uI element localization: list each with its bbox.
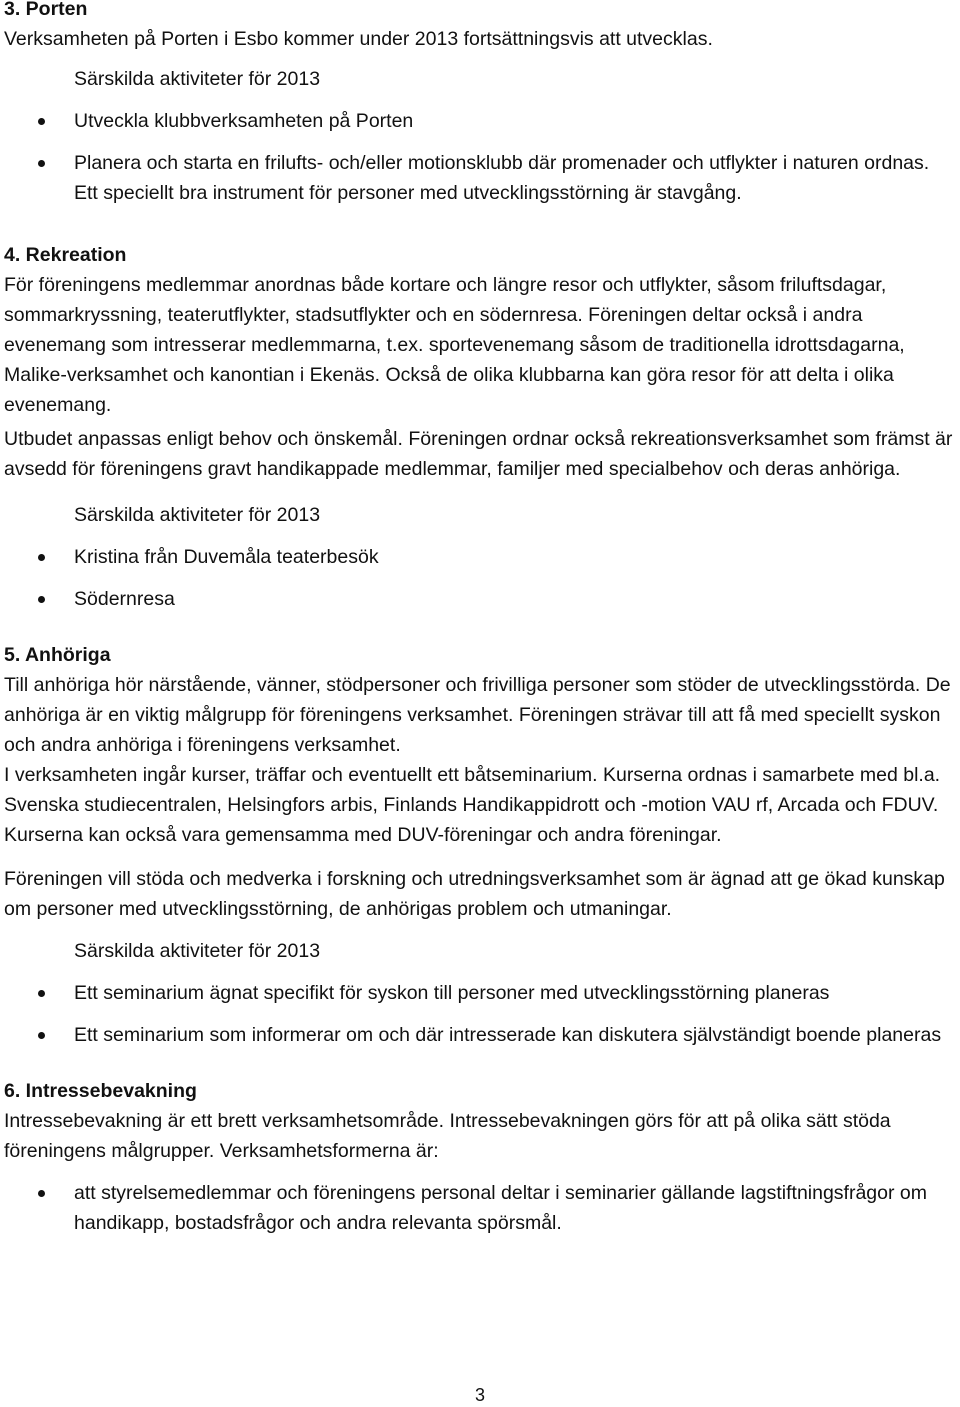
bullet-icon: [38, 1032, 45, 1039]
activities-heading: Särskilda aktiviteter för 2013: [74, 504, 321, 526]
section-paragraph: Utbudet anpassas enligt behov och önskemål. Föreningen ordnar också rekreationsverksamhet som främst är avsedd för föreningens gravt handikappade medlemmar, familjer med specialbehov och deras anhöriga.: [4, 428, 953, 480]
section-paragraph: Föreningen vill stöda och medverka i forskning och utredningsverksamhet som är ägnad att ge ökad kunskap om personer med utvecklingsstörning, de anhörigas problem och utmaningar.: [4, 868, 945, 920]
list-item: [4, 584, 956, 614]
list-item-text: Ett seminarium som informerar om och där intresserade kan diskutera självständigt boende planeras: [74, 1024, 942, 1046]
list-item-text: Utveckla klubbverksamheten på Porten: [74, 110, 414, 132]
section-intro: Verksamheten på Porten i Esbo kommer under 2013 fortsättningsvis att utvecklas.: [4, 28, 713, 50]
section-porten: [4, 0, 956, 208]
activities-list: [4, 1178, 956, 1238]
section-heading: 6. Intressebevakning: [4, 1080, 197, 1102]
section-paragraph: I verksamheten ingår kurser, träffar och eventuellt ett båtseminarium. Kurserna ordnas i samarbete med bl.a. Svenska studiecentralen, Helsingfors arbis, Finlands Handikappidrott och -motion VAU rf, Arcada och FDUV. Kurserna kan också vara gemensamma med DUV-föreningar och andra föreningar.: [4, 764, 941, 846]
activities-list: [4, 978, 956, 1050]
list-item-text: Södernresa: [74, 588, 175, 610]
list-item: [4, 978, 956, 1008]
list-item: [4, 1178, 956, 1238]
list-item: [4, 106, 956, 136]
activities-list: [4, 542, 956, 614]
list-item: [4, 148, 956, 208]
section-paragraph: Till anhöriga hör närstående, vänner, stödpersoner och frivilliga personer som stöder de utvecklingsstörda. De anhöriga är en viktig målgrupp för föreningens verksamhet. Föreningen strävar till att få med speciellt syskon och andra anhöriga i föreningens verksamhet.: [4, 674, 951, 756]
bullet-icon: [38, 160, 45, 167]
section-heading: 4. Rekreation: [4, 244, 127, 266]
page-number: 3: [474, 1385, 485, 1405]
bullet-icon: [38, 118, 45, 125]
section-paragraph: Intressebevakning är ett brett verksamhetsområde. Intressebevakningen görs för att på olika sätt stöda föreningens målgrupper. Verksamhetsformerna är:: [4, 1110, 891, 1162]
section-intressebevakning: [4, 1076, 956, 1238]
list-item: [4, 542, 956, 572]
document-page: [4, 0, 956, 1238]
list-item-text: Ett seminarium ägnat specifikt för syskon till personer med utvecklingsstörning planeras: [74, 982, 830, 1004]
list-item-text: att styrelsemedlemmar och föreningens personal deltar i seminarier gällande lagstiftningsfrågor om handikapp, bostadsfrågor och andra relevanta spörsmål.: [74, 1182, 928, 1234]
bullet-icon: [38, 1190, 45, 1197]
activities-heading: Särskilda aktiviteter för 2013: [74, 68, 321, 90]
activities-list: [4, 106, 956, 208]
bullet-icon: [38, 990, 45, 997]
activities-heading: Särskilda aktiviteter för 2013: [74, 940, 321, 962]
section-anhoriga: [4, 640, 956, 1050]
list-item-text: Planera och starta en frilufts- och/eller motionsklubb där promenader och utflykter i naturen ordnas. Ett speciellt bra instrument för personer med utvecklingsstörning är stavgång.: [74, 152, 930, 204]
section-heading: 5. Anhöriga: [4, 644, 111, 666]
bullet-icon: [38, 554, 45, 561]
list-item: [4, 1020, 956, 1050]
section-heading: 3. Porten: [4, 0, 88, 20]
bullet-icon: [38, 596, 45, 603]
section-rekreation: [4, 240, 956, 614]
section-paragraph: För föreningens medlemmar anordnas både kortare och längre resor och utflykter, såsom friluftsdagar, sommarkryssning, teaterutflykter, stadsutflykter och en södernresa. Föreningen deltar också i andra evenemang som intresserar medlemmarna, t.ex. sportevenemang såsom de traditionella idrottsdagarna, Malike-verksamhet och kanontian i Ekenäs. Också de olika klubbarna kan göra resor för att delta i olika evenemang.: [4, 274, 905, 416]
list-item-text: Kristina från Duvemåla teaterbesök: [74, 546, 379, 568]
